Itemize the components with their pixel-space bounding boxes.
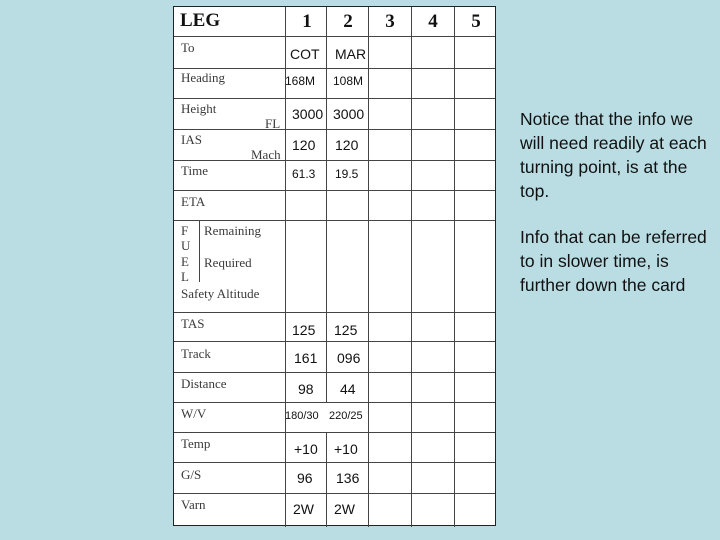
leg1-track-value: 161 (294, 350, 318, 366)
leg2-tas-value: 125 (334, 322, 358, 338)
leg2-to-value: MAR (335, 46, 367, 62)
grid-line (174, 493, 495, 494)
row-label-wv: W/V (181, 406, 207, 421)
leg1-tas-value: 125 (292, 322, 316, 338)
fuel-letter-u: U (181, 238, 191, 253)
leg2-ias-value: 120 (335, 137, 359, 153)
leg1-gs-value: 96 (297, 470, 313, 486)
note-slower-time: Info that can be referred to in slower time, is further down the card (520, 227, 707, 295)
grid-line (174, 36, 495, 37)
grid-line (174, 68, 495, 69)
leg-col-5-header: 5 (471, 11, 481, 32)
leg-header: LEG (180, 10, 221, 31)
leg1-to-value: COT (290, 46, 320, 62)
grid-line (326, 432, 327, 527)
leg1-time-value: 61.3 (292, 167, 316, 181)
leg2-height-value: 3000 (333, 106, 365, 122)
leg1-distance-value: 98 (298, 381, 314, 397)
fuel-letter-e: E (181, 254, 189, 269)
grid-line (174, 462, 495, 463)
row-label-remaining: Remaining (204, 223, 262, 238)
grid-line (411, 7, 412, 527)
row-label-ias: IAS (181, 132, 202, 147)
leg1-varn-value: 2W (293, 501, 314, 517)
grid-line (174, 220, 495, 221)
leg2-track-value: 096 (337, 350, 361, 366)
leg1-heading-value: 168M (285, 74, 316, 88)
leg1-wv-value: 180/30 (285, 410, 319, 422)
note-top-info: Notice that the info we will need readily at each turning point, is at the top. (520, 109, 707, 201)
leg2-wv-value: 220/25 (329, 410, 363, 422)
grid-line (326, 7, 327, 402)
grid-line (174, 372, 495, 373)
grid-line (174, 312, 495, 313)
grid-line (174, 402, 495, 403)
row-label-to: To (181, 40, 195, 55)
leg2-temp-value: +10 (334, 441, 358, 457)
row-label-safety-altitude: Safety Altitude (181, 286, 260, 301)
grid-line (174, 432, 495, 433)
grid-line (174, 129, 495, 130)
grid-line (368, 7, 369, 527)
leg-col-2-header: 2 (343, 11, 353, 32)
grid-line (174, 190, 495, 191)
row-label-track: Track (181, 346, 211, 361)
row-label-mach: Mach (251, 147, 281, 162)
row-label-time: Time (181, 163, 208, 178)
leg1-height-value: 3000 (292, 106, 324, 122)
fuel-letter-l: L (181, 269, 189, 284)
row-label-height: Height (181, 101, 217, 116)
grid-line (174, 160, 495, 161)
leg1-ias-value: 120 (292, 137, 316, 153)
leg2-gs-value: 136 (336, 470, 360, 486)
grid-line (454, 7, 455, 527)
grid-line (174, 341, 495, 342)
grid-line (174, 98, 495, 99)
leg2-heading-value: 108M (333, 74, 364, 88)
fuel-letter-f: F (181, 223, 189, 238)
row-label-temp: Temp (181, 436, 211, 451)
leg1-temp-value: +10 (294, 441, 318, 457)
row-label-heading: Heading (181, 70, 226, 85)
row-label-gs: G/S (181, 467, 202, 482)
leg2-distance-value: 44 (340, 381, 356, 397)
leg-col-1-header: 1 (302, 11, 312, 32)
row-label-eta: ETA (181, 194, 206, 209)
row-label-tas: TAS (181, 316, 205, 331)
row-label-required: Required (204, 255, 252, 270)
leg-col-4-header: 4 (428, 11, 438, 32)
leg-col-3-header: 3 (385, 11, 395, 32)
flight-log-card (173, 6, 496, 526)
row-label-varn: Varn (181, 497, 206, 512)
row-label-distance: Distance (181, 376, 227, 391)
grid-line (199, 220, 200, 282)
leg2-time-value: 19.5 (335, 167, 359, 181)
row-label-fl: FL (265, 116, 281, 131)
leg2-varn-value: 2W (334, 501, 355, 517)
